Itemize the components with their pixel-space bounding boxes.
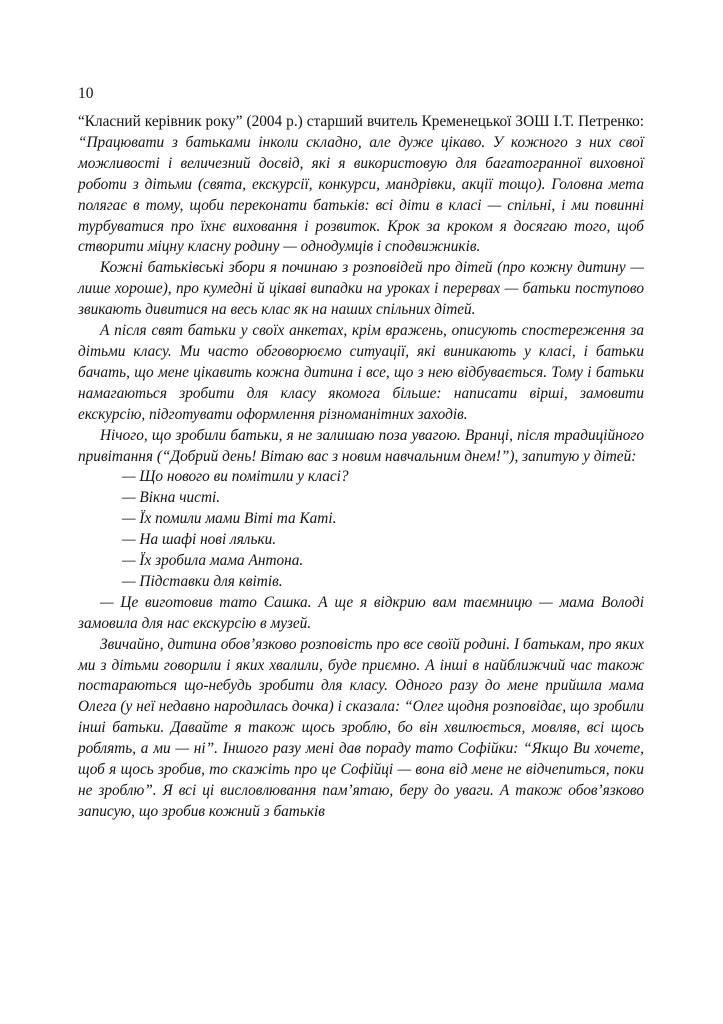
dialogue-line: — Вікна чисті. bbox=[122, 489, 221, 507]
intro-upright-text: “Класний керівник року” (2004 р.) старший вчитель Кременецької ЗОШ І.Т. Петренко: bbox=[78, 113, 644, 130]
dialogue-line: — Їх зробила мама Антона. bbox=[122, 552, 304, 570]
body-text bbox=[78, 112, 644, 823]
page bbox=[78, 84, 644, 823]
page-number: 10 bbox=[78, 85, 94, 102]
paragraph: А після свят батьки у своїх анкетах, крім вражень, описують спостереження за дітьми класу. Ми часто обговорюємо ситуації, які виникають у класі, і батьки бачать, що мене цікавить кожна дитина і все, що з нею відбувається. Тому і батьки намагаються зробити для класу якомога більше: написати вірші, замовити екскурсію, підготувати оформлення різноманітних заходів. bbox=[78, 322, 644, 423]
dialogue-line: — На шафі нові ляльки. bbox=[122, 531, 277, 549]
paragraph: Кожні батьківські збори я починаю з розповідей про дітей (про кожну дитину — лише хороше), про кумедні й цікаві випадки на уроках і перервах — батьки поступово звикають дивитися на весь клас як на наших спільних дітей. bbox=[78, 259, 644, 319]
intro-quote-text: “Працювати з батьками інколи складно, але дуже цікаво. У кожного з них свої можливості і величезний досвід, які я використовую для багатогранної виховної роботи з дітьми (свята, екскурсії, конкурси, мандрівки, акції тощо). Головна мета полягає в тому, щоби переконати батьків: всі діти в класі — спільні, і ми повинні турбуватися про їхнє виховання і розвиток. Крок за кроком я досягаю того, щоб створити міцну класну родину — однодумців і сподвижників. bbox=[78, 133, 644, 256]
closing-paragraph: Звичайно, дитина обов’язково розповість про все своїй родині. І батькам, про яких ми з дітьми говорили і яких хвалили, буде приємно. А інші в найближчий час також постараються що-небудь зробити для класу. Одного разу до мене прийшла мама Олега (у неї недавно народилась дочка) і сказала: “Олег щодня розповідає, що зробили інші батьки. Давайте я також щось зроблю, бо він хвилюється, мовляв, всі щось роблять, а ми — ні”. Іншого разу мені дав пораду тато Софійки: “Якщо Ви хочете, щоб я щось зробив, то скажіть про це Софійці — вона від мене не відчепиться, поки не зроблю”. Я всі ці висловлювання пам’ятаю, беру до уваги. А також обов’язково записую, що зробив кожний з батьків bbox=[78, 635, 644, 820]
dialogue-line: — Їх помили мами Віті та Каті. bbox=[122, 510, 337, 528]
dialogue-line: — Підставки для квітів. bbox=[122, 572, 283, 590]
intro-paragraph bbox=[78, 112, 644, 258]
paragraph: Нічого, що зробили батьки, я не залишаю поза увагою. Вранці, після традиційного привітання (“Добрий день! Вітаю вас з новим навчальним днем!”), запитую у дітей: bbox=[78, 426, 644, 465]
dialogue-line: — Що нового ви помітили у класі? bbox=[122, 468, 349, 486]
dialogue-line: — Це виготовив тато Сашка. А ще я відкрию вам таємницю — мама Володі замовила для нас екскурсію в музей. bbox=[78, 593, 644, 632]
